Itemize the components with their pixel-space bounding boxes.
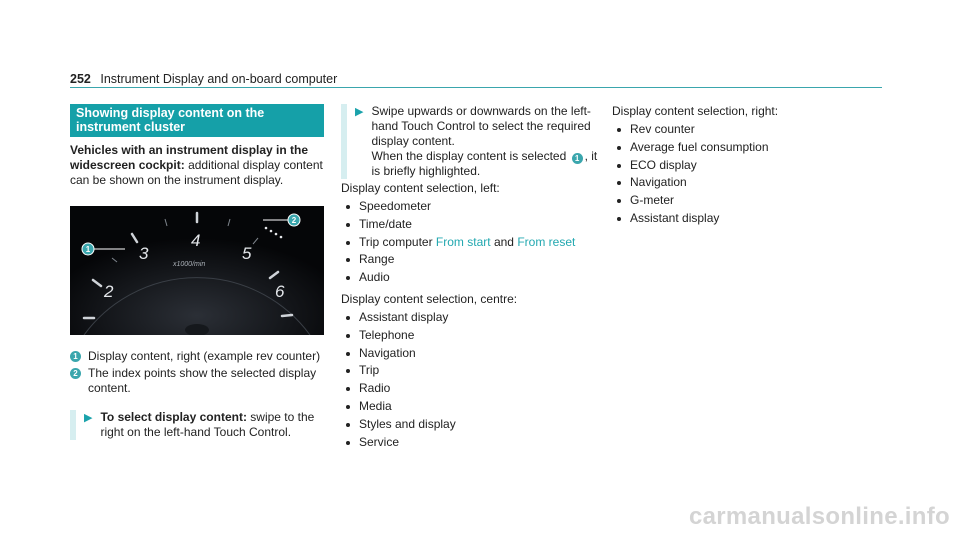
- bullet-icon: [617, 164, 621, 168]
- trip-computer-label: Trip computer: [359, 234, 433, 249]
- bullet-icon: [346, 258, 350, 262]
- list-item: [612, 140, 882, 158]
- column-right: [612, 104, 882, 233]
- list-item-label: Radio: [359, 381, 391, 396]
- list-item: [341, 328, 601, 346]
- page-number: 252: [70, 72, 91, 86]
- list-item-label: Average fuel consumption: [630, 139, 769, 154]
- list-item: [341, 363, 601, 381]
- step-result-pre: When the display content is selected: [371, 149, 567, 163]
- section-heading: Showing display content on the instrument cluster: [70, 104, 324, 137]
- bullet-icon: [346, 369, 350, 373]
- callout-number: 2: [70, 368, 81, 379]
- list-item: [341, 252, 601, 270]
- header-divider: [70, 87, 882, 88]
- column-left: [70, 104, 324, 440]
- list-item: [612, 122, 882, 140]
- list-item-label: Media: [359, 398, 392, 413]
- bullet-icon: [346, 316, 350, 320]
- bullet-icon: [346, 241, 350, 245]
- list-item: [341, 270, 601, 288]
- list-item: [341, 346, 601, 364]
- list-item-label: Telephone: [359, 327, 415, 342]
- bullet-icon: [346, 334, 350, 338]
- bullet-icon: [346, 276, 350, 280]
- instruction-step: [341, 104, 601, 179]
- column-middle: [341, 104, 601, 456]
- step-text: [100, 410, 324, 440]
- right-display-list: [612, 122, 882, 229]
- gauge-number: 5: [242, 244, 252, 263]
- gauge-number: 6: [275, 282, 285, 301]
- list-item-label: Rev counter: [630, 122, 695, 136]
- step-arrow-icon: ▶: [84, 412, 93, 424]
- list-item: [612, 211, 882, 229]
- list-item-label: G-meter: [630, 193, 675, 208]
- page-header: [70, 72, 337, 86]
- bullet-icon: [346, 223, 350, 227]
- callout-number: 1: [572, 153, 583, 164]
- step-bold: To select display content:: [100, 410, 247, 424]
- bullet-icon: [617, 181, 621, 185]
- bullet-icon: [346, 405, 350, 409]
- gauge-unit-label: x1000/min: [173, 261, 206, 268]
- list-item: [341, 310, 601, 328]
- list-item: [341, 417, 601, 435]
- figure-legend: [70, 349, 324, 396]
- right-list-title: Display content selection, right:: [612, 104, 779, 118]
- list-item: [341, 235, 601, 253]
- left-display-list: [341, 199, 601, 288]
- list-item-label: Trip: [359, 363, 380, 378]
- gauge-number: 4: [191, 231, 201, 250]
- callout-2: 2: [291, 216, 297, 225]
- list-item-label: Assistant display: [359, 309, 449, 324]
- legend-text: The index points show the selected display content.: [88, 366, 317, 395]
- list-item-label: Time/date: [359, 216, 412, 231]
- bullet-icon: [617, 146, 621, 150]
- intro-paragraph: [70, 143, 324, 188]
- header-title: Instrument Display and on-board computer: [100, 72, 338, 86]
- list-item-label: ECO display: [630, 157, 697, 172]
- centre-display-list: [341, 310, 601, 452]
- bullet-icon: [617, 128, 621, 132]
- centre-list-title: Display content selection, centre:: [341, 291, 518, 306]
- instruction-step: [70, 410, 324, 440]
- gauge-number: 2: [104, 282, 114, 301]
- list-item: [341, 399, 601, 417]
- step-body: swipe to the right on the left-hand Touch Control.: [100, 410, 315, 439]
- list-item-label: Navigation: [359, 345, 416, 360]
- list-item-label: Styles and display: [359, 416, 456, 431]
- list-item: [341, 217, 601, 235]
- legend-item: [70, 349, 324, 364]
- list-item: [341, 435, 601, 453]
- list-item-label: Range: [359, 252, 395, 267]
- bullet-icon: [346, 387, 350, 391]
- from-start-link[interactable]: From start: [435, 234, 491, 249]
- list-item: [612, 158, 882, 176]
- legend-item: [70, 366, 324, 396]
- callout-number: 1: [70, 351, 81, 362]
- instrument-cluster-image: [70, 206, 324, 335]
- intro-bold: Vehicles with an instrument display in the widescreen cockpit:: [70, 143, 309, 172]
- step-result: [371, 149, 601, 179]
- intro-text: additional display content can be shown on the instrument display.: [70, 158, 323, 187]
- bullet-icon: [346, 352, 350, 356]
- step-result-post: , it is briefly highlighted.: [371, 149, 598, 178]
- bullet-icon: [346, 205, 350, 209]
- list-item: [341, 381, 601, 399]
- list-item-label: Speedometer: [359, 199, 432, 213]
- gauge-number: 3: [139, 244, 149, 263]
- step-text: Swipe upwards or downwards on the left-hand Touch Control to select the required display content.: [371, 104, 591, 148]
- step-arrow-icon: ▶: [355, 106, 364, 118]
- watermark: carmanualsonline.info: [688, 503, 950, 530]
- list-item: [341, 199, 601, 217]
- bullet-icon: [617, 199, 621, 203]
- legend-text: Display content, right (example rev counter): [88, 349, 321, 363]
- list-item-label: Service: [359, 434, 400, 449]
- list-item-label: [359, 235, 575, 250]
- list-item-label: Audio: [359, 270, 390, 285]
- list-item-label: Navigation: [630, 175, 687, 190]
- left-list-title: Display content selection, left:: [341, 181, 500, 195]
- bullet-icon: [346, 423, 350, 427]
- list-item-label: Assistant display: [630, 210, 720, 225]
- callout-1: 1: [85, 245, 91, 254]
- bullet-icon: [346, 441, 350, 445]
- and-text: and: [493, 234, 514, 249]
- list-item: [612, 175, 882, 193]
- bullet-icon: [617, 217, 621, 221]
- list-item: [612, 193, 882, 211]
- from-reset-link[interactable]: From reset: [517, 234, 576, 249]
